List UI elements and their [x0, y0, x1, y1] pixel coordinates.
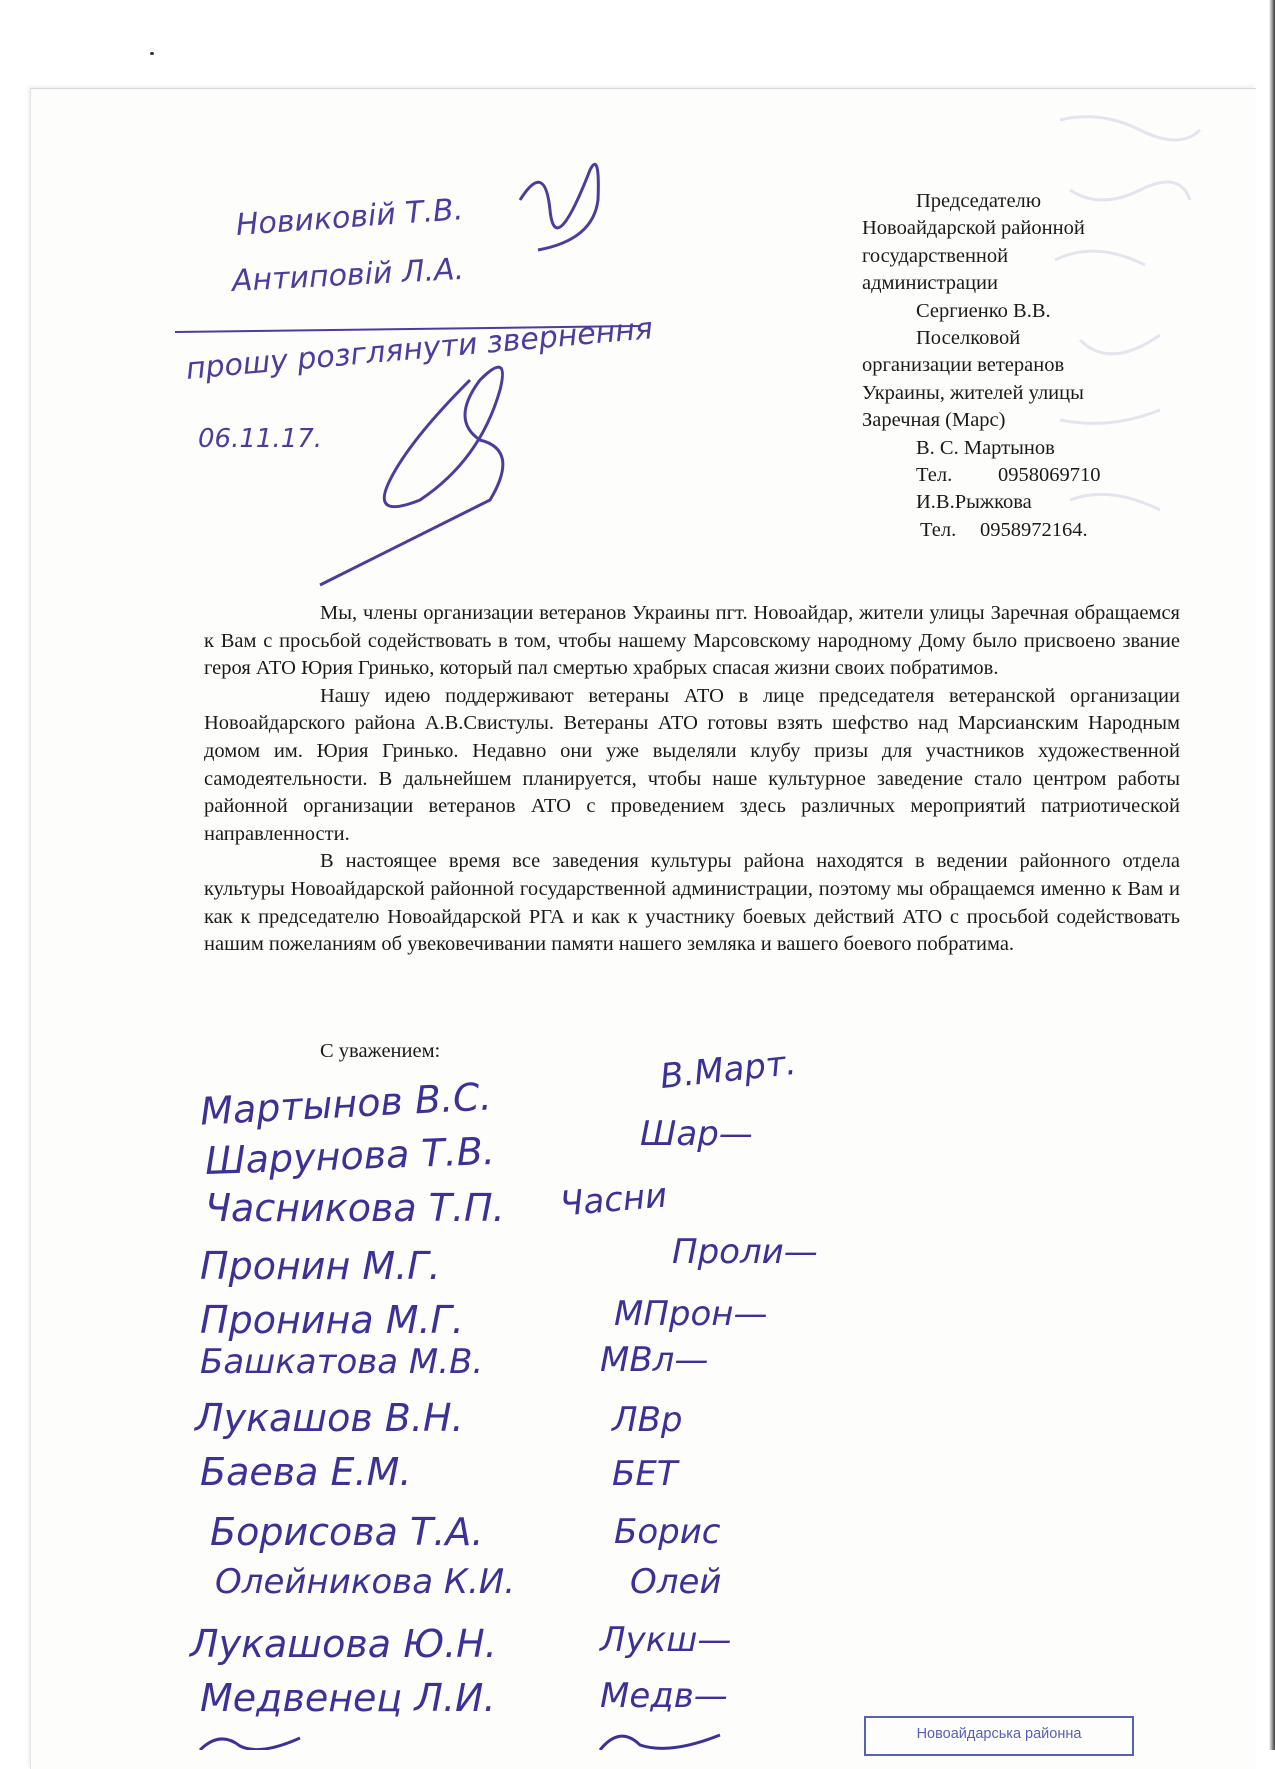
resolution-line-1: Новиковій Т.В.	[234, 192, 465, 243]
addressee-line: Поселковой	[916, 327, 1021, 350]
addressee-line: Заречная (Марс)	[862, 409, 1006, 432]
signature-mark: Борис	[614, 1512, 721, 1552]
addressee-line: Сергиенко В.В.	[916, 299, 1051, 322]
signature-name: Олейникова К.И.	[215, 1562, 516, 1602]
signature-name: Борисова Т.А.	[210, 1510, 484, 1554]
addressee-line: администрации	[862, 272, 998, 295]
signature-name: Башкатова М.В.	[200, 1342, 484, 1382]
signature-mark: ЛВр	[612, 1400, 683, 1440]
body-paragraph: Нашу идею поддерживают ветераны АТО в лице председателя ветеранской организации Новоайдарского района А.В.Свистулы. Ветераны АТО готовы взять шефство над Марсианским Народным домом им. Юрия Гринько. Недавно они уже выделяли клубу призы для участников художественной самодеятельности. В дальнейшем планируется, чтобы наше культурное заведение стало центром работы районной организации ветеранов АТО с проведением здесь различных мероприятий патриотической направленности.	[204, 684, 1180, 845]
signature-mark: Медв—	[600, 1676, 728, 1716]
signature-mark: Часни	[558, 1175, 669, 1225]
signature-name: Медвенец Л.И.	[200, 1676, 496, 1720]
addressee-line: В. С. Мартынов	[916, 436, 1055, 459]
phone-number: 0958972164.	[980, 518, 1088, 541]
registration-stamp: Новоайдарська районна	[864, 1716, 1134, 1756]
signature-name: Баева Е.М.	[200, 1450, 412, 1494]
signature-mark: Лукш—	[600, 1620, 732, 1660]
phone-label: Тел.	[916, 464, 953, 487]
signature-mark: Шар—	[640, 1114, 753, 1154]
signature-mark: Олей	[630, 1562, 722, 1602]
phone-label: Тел.	[920, 518, 957, 541]
signature-name: Лукашова Ю.Н.	[190, 1622, 497, 1666]
resolution-line-2: Антиповій Л.А.	[231, 251, 465, 299]
signature-name: Пронина М.Г.	[200, 1298, 464, 1342]
resolution-date: 06.11.17.	[198, 424, 323, 454]
signature-name: Часникова Т.П.	[205, 1186, 505, 1230]
signature-mark: МПрон—	[614, 1294, 768, 1334]
addressee-line: организации ветеранов	[862, 354, 1065, 377]
phone-number: 0958069710	[998, 464, 1101, 487]
signature-name: Шарунова Т.В.	[204, 1128, 496, 1184]
resolution-instruction: прошу розглянути звернення	[184, 311, 655, 387]
addressee-line: Украины, жителей улицы	[862, 381, 1084, 404]
signature-name: Мартынов В.С.	[199, 1074, 493, 1134]
signature-mark: БЕТ	[612, 1454, 678, 1494]
addressee-line: Новоайдарской районной	[862, 217, 1085, 240]
addressee-line: государственной	[862, 244, 1009, 267]
signature-mark: Проли—	[672, 1232, 818, 1272]
signature-mark: МВл—	[600, 1340, 709, 1380]
signature-name: Пронин М.Г.	[200, 1244, 441, 1288]
addressee-person-2: И.В.Рыжкова	[916, 491, 1032, 514]
signature-mark: В.Март.	[658, 1042, 799, 1098]
signature-name: Лукашов В.Н.	[195, 1396, 464, 1440]
closing-phrase: С уважением:	[320, 1040, 441, 1062]
body-paragraph: В настоящее время все заведения культуры района находятся в ведении районного отдела культуры Новоайдарской районной государственной администрации, поэтому мы обращаемся именно к Вам и как к председателю Новоайдарской РГА и как к участнику боевых действий АТО с просьбой содействовать нашим пожеланиям об увековечивании памяти нашего земляка и вашего боевого побратима.	[204, 850, 1180, 956]
addressee-line: Председателю	[916, 190, 1042, 212]
body-paragraph: Мы, члены организации ветеранов Украины пгт. Новоайдар, жители улицы Заречная обращаемся к Вам с просьбой содействовать в том, чтобы нашему Марсовскому народному Дому было присвоено звание героя АТО Юрия Гринько, который пал смертью храбрых спасая жизни своих побратимов.	[204, 602, 1180, 680]
